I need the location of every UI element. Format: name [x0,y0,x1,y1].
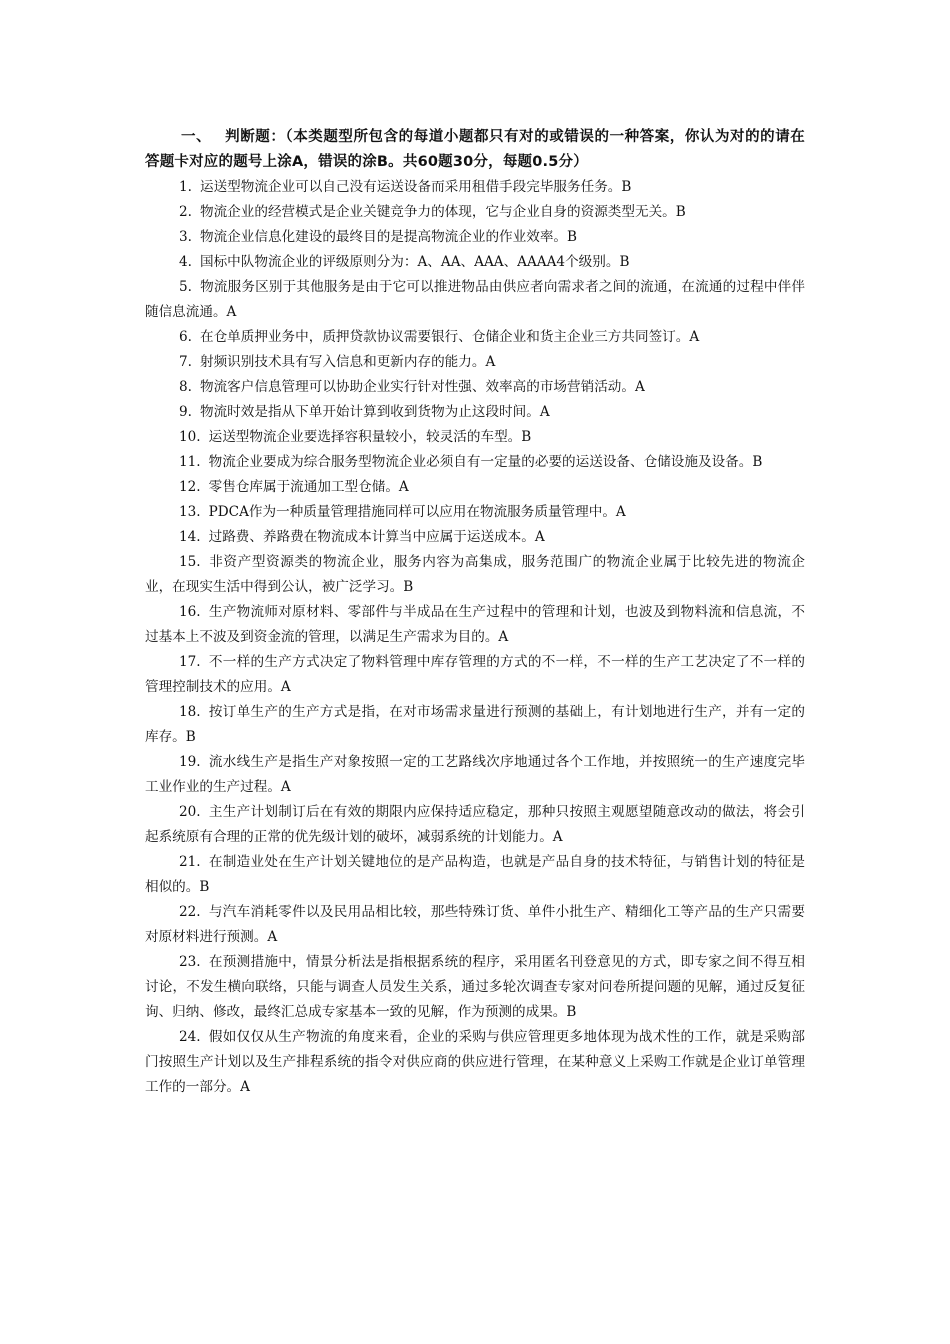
question-number: 4. [179,254,192,270]
question-item [145,350,805,375]
question-text: 国标中队物流企业的评级原则分为：A、AA、AAA、AAAA4个级别。B [199,254,630,270]
question-text: 物流企业的经营模式是企业关键竞争力的体现，它与企业自身的资源类型无关。B [199,204,686,220]
question-text: 射频识别技术具有写入信息和更新内存的能力。A [199,354,496,370]
question-number: 23. [179,954,201,970]
question-item [145,200,805,225]
question-item [145,800,805,850]
question-number: 2. [179,204,192,220]
question-text: 在仓单质押业务中，质押贷款协议需要银行、仓储企业和货主企业三方共同签订。A [199,329,700,345]
question-number: 12. [179,479,201,495]
question-text: 与汽车消耗零件以及民用品相比较，那些特殊订货、单件小批生产、精细化工等产品的生产只需要对原材料进行预测。A [145,904,805,945]
question-item [145,275,805,325]
question-item [145,375,805,400]
question-text: PDCA作为一种质量管理措施同样可以应用在物流服务质量管理中。A [208,504,626,520]
section-heading [145,125,805,175]
question-item [145,175,805,200]
question-text: 物流服务区别于其他服务是由于它可以推进物品由供应者向需求者之间的流通，在流通的过程中伴伴随信息流通。A [145,279,805,320]
question-number: 7. [179,354,192,370]
question-item [145,525,805,550]
question-item [145,325,805,350]
question-text: 不一样的生产方式决定了物料管理中库存管理的方式的不一样，不一样的生产工艺决定了不一样的管理控制技术的应用。A [145,654,805,695]
question-text: 物流时效是指从下单开始计算到收到货物为止这段时间。A [199,404,550,420]
question-number: 1. [179,179,192,195]
question-item [145,225,805,250]
question-number: 16. [179,604,201,620]
question-text: 非资产型资源类的物流企业，服务内容为高集成，服务范围广的物流企业属于比较先进的物流企业，在现实生活中得到公认，被广泛学习。B [145,554,805,595]
question-text: 在制造业处在生产计划关键地位的是产品构造，也就是产品自身的技术特征，与销售计划的特征是相似的。B [145,854,805,895]
question-number: 17. [179,654,201,670]
question-item [145,600,805,650]
question-item [145,425,805,450]
question-item [145,850,805,900]
question-item [145,400,805,425]
question-text: 物流企业要成为综合服务型物流企业必须自有一定量的必要的运送设备、仓储设施及设备。B [208,454,763,470]
question-text: 过路费、养路费在物流成本计算当中应属于运送成本。A [208,529,545,545]
question-number: 5. [179,279,192,295]
question-number: 3. [179,229,192,245]
question-text: 生产物流师对原材料、零部件与半成品在生产过程中的管理和计划，也波及到物料流和信息流，不过基本上不波及到资金流的管理，以满足生产需求为目的。A [145,604,805,645]
question-item [145,650,805,700]
question-text: 物流企业信息化建设的最终目的是提高物流企业的作业效率。B [199,229,578,245]
question-item [145,950,805,1025]
document-page [145,125,805,1100]
question-item [145,475,805,500]
question-text: 主生产计划制订后在有效的期限内应保持适应稳定，那种只按照主观愿望随意改动的做法，将会引起系统原有合理的正常的优先级计划的破坏，减弱系统的计划能力。A [145,804,805,845]
question-number: 21. [179,854,201,870]
question-number: 9. [179,404,192,420]
question-text: 按订单生产的生产方式是指，在对市场需求量进行预测的基础上，有计划地进行生产，并有一定的库存。B [145,704,805,745]
question-number: 15. [179,554,201,570]
question-number: 19. [179,754,201,770]
question-number: 11. [179,454,201,470]
question-text: 在预测措施中，情景分析法是指根据系统的程序，采用匿名刊登意见的方式，即专家之间不得互相讨论，不发生横向联络，只能与调查人员发生关系，通过多轮次调查专家对问卷所提问题的见解，通过反复征询、归纳、修改，最终汇总成专家基本一致的见解，作为预测的成果。B [145,954,805,1020]
question-item [145,700,805,750]
question-number: 8. [179,379,192,395]
question-number: 6. [179,329,192,345]
question-item [145,900,805,950]
question-text: 假如仅仅从生产物流的角度来看，企业的采购与供应管理更多地体现为战术性的工作，就是采购部门按照生产计划以及生产排程系统的指令对供应商的供应进行管理，在某种意义上采购工作就是企业订单管理工作的一部分。A [145,1029,805,1095]
question-item [145,250,805,275]
question-text: 运送型物流企业可以自己没有运送设备而采用租借手段完毕服务任务。B [199,179,632,195]
question-number: 22. [179,904,201,920]
question-item [145,450,805,475]
section-number: 一、 [181,129,212,145]
question-text: 零售仓库属于流通加工型仓储。A [208,479,409,495]
question-list [145,175,805,1100]
question-text: 运送型物流企业要选择容积量较小，较灵活的车型。B [208,429,532,445]
question-number: 18. [179,704,201,720]
question-item [145,550,805,600]
question-item [145,1025,805,1100]
question-number: 14. [179,529,201,545]
question-text: 流水线生产是指生产对象按照一定的工艺路线次序地通过各个工作地，并按照统一的生产速度完毕工业作业的生产过程。A [145,754,805,795]
question-number: 10. [179,429,201,445]
question-item [145,750,805,800]
question-text: 物流客户信息管理可以协助企业实行针对性强、效率高的市场营销活动。A [199,379,645,395]
question-item [145,500,805,525]
section-title: 判断题：（本类题型所包含的每道小题都只有对的或错误的一种答案，你认为对的的请在答题卡对应的题号上涂A，错误的涂B。共60题30分，每题0.5分） [145,129,806,170]
question-number: 24. [179,1029,201,1045]
question-number: 13. [179,504,201,520]
question-number: 20. [179,804,201,820]
